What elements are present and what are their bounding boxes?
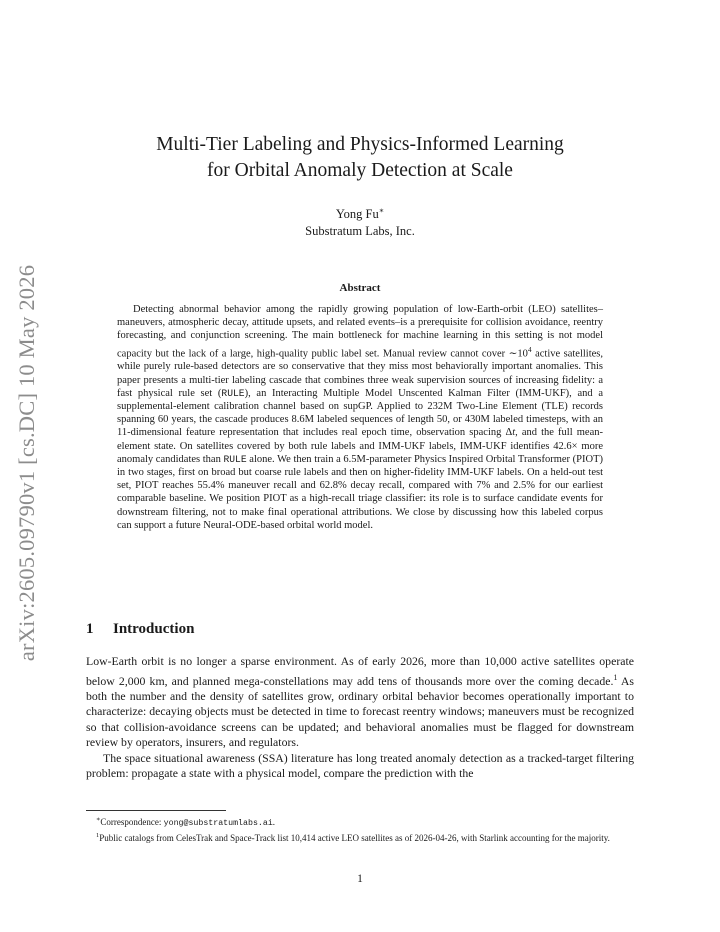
abstract-body: [117, 303, 603, 532]
abstract-exponent: 4: [527, 344, 532, 354]
delta-var: t: [512, 427, 516, 439]
title-line-2: for Orbital Anomaly Detection at Scale: [207, 160, 513, 181]
rule-code-2: RULE: [223, 453, 247, 465]
intro-paragraph-1: [86, 654, 634, 751]
abstract-text-2: active satellites, while purely rule-based detectors are so conservative that they miss most behaviorally important anomalies. This paper presents a multi-tier labeling cascade that combines three weak supervision sources of increasing fidelity: a fast physical rule set (: [117, 348, 604, 399]
footnote-rule: [86, 810, 226, 811]
footnote-1-text: Public catalogs from CelesTrak and Space-Track list 10,414 active LEO satellites as of 2026-04-26, with Starlink accounting for the majority.: [99, 833, 610, 843]
intro-paragraph-2: The space situational awareness (SSA) literature has long treated anomaly detection as a tracked-target filtering problem: propagate a state with a physical model, compare the prediction with the: [86, 750, 634, 781]
arxiv-identifier: arXiv:2605.09790v1 [cs.DC] 10 May 2026: [14, 264, 39, 662]
footnote-1-mark: 1: [96, 832, 100, 839]
author-name-line: [0, 202, 720, 223]
correspondence-email[interactable]: yong@substratumlabs.ai: [163, 819, 273, 828]
section-number: 1: [86, 621, 94, 637]
abstract-text-1: Detecting abnormal behavior among the rapidly growing population of low-Earth-orbit (LEO) satellites–maneuvers, atmospheric decay, attitude upsets, and related events–is a prerequisite for collision avoidance, reentry forecasting, and conjunction screening. The main bottleneck for machine learning in this setting is not model capacity but the lack of a large, high-quality public label set. Manual review cannot cover ∼10: [117, 304, 603, 360]
section-title: Introduction: [113, 621, 195, 637]
footnote-star-text: Correspondence:: [100, 817, 164, 827]
intro-p1-b: As both the number and the density of satellites grow, ordinary orbital behavior becomes operationally important to characterize: decaying objects must be detected in time to forecast reentry windows; maneuvers must be recognized so that collision-avoidance screens can be updated; and behavioral anomalies must be flagged for downstream review by operators, insurers, and regulators.: [86, 673, 634, 750]
footnote-star-mark: ∗: [96, 816, 101, 823]
footnote-ref-1: 1: [613, 672, 618, 682]
footnote-correspondence: [86, 814, 634, 830]
author-mark: ∗: [378, 206, 385, 215]
section-heading: [86, 621, 194, 638]
page-number: 1: [357, 873, 363, 885]
paper-title: [0, 132, 720, 184]
footnotes: [86, 814, 634, 844]
author-affiliation: Substratum Labs, Inc.: [305, 224, 415, 239]
abstract-heading: Abstract: [339, 282, 381, 294]
rule-code-1: RULE: [221, 387, 245, 399]
footnote-star-end: .: [272, 817, 276, 827]
abstract-text-5: alone. We then train a 6.5M-parameter Physics Inspired Orbital Transformer (PIOT) in two stages, first on broad but coarse rule labels and then on higher-fidelity IMM-UKF labels. On a held-out test set, PIOT reaches 55.4% maneuver recall and 62.8% decay recall, compared with 7% and 2.5% for our earliest comparable baseline. We position PIOT as a high-recall triage classifier: its role is to surface candidate events for downstream filtering, not to make final operational attributions. We close by discussing how this labeled corpus can support a future Neural-ODE-based orbital world model.: [117, 453, 603, 531]
intro-body: [86, 654, 634, 782]
author-name: Yong Fu: [335, 207, 379, 222]
intro-p1-a: Low-Earth orbit is no longer a sparse environment. As of early 2026, more than 10,000 active satellites operate below 2,000 km, and planned mega-constellations may add tens of thousands more over the coming decade.: [86, 654, 634, 688]
author-block: [0, 202, 720, 240]
footnote-1: [86, 830, 634, 844]
title-line-1: Multi-Tier Labeling and Physics-Informed Learning: [156, 134, 564, 155]
abstract-text-3: ), an Interacting Multiple Model Unscented Kalman Filter (IMM-UKF), and a supplemental-element calibration channel based on supGP. Applied to 232M Two-Line Element (TLE) records spanning 60 years, the cascade produces 8.6M labeled sequences of length 50, or 430M labeled timesteps, with an 11-dimensional feature representation that includes real epoch time, observation spacing Δ: [117, 387, 603, 439]
abstract-text-4: , and the full mean-element state. On satellites covered by both rule labels and IMM-UKF labels, IMM-UKF identifies 42.6× more anomaly candidates than: [117, 427, 603, 465]
